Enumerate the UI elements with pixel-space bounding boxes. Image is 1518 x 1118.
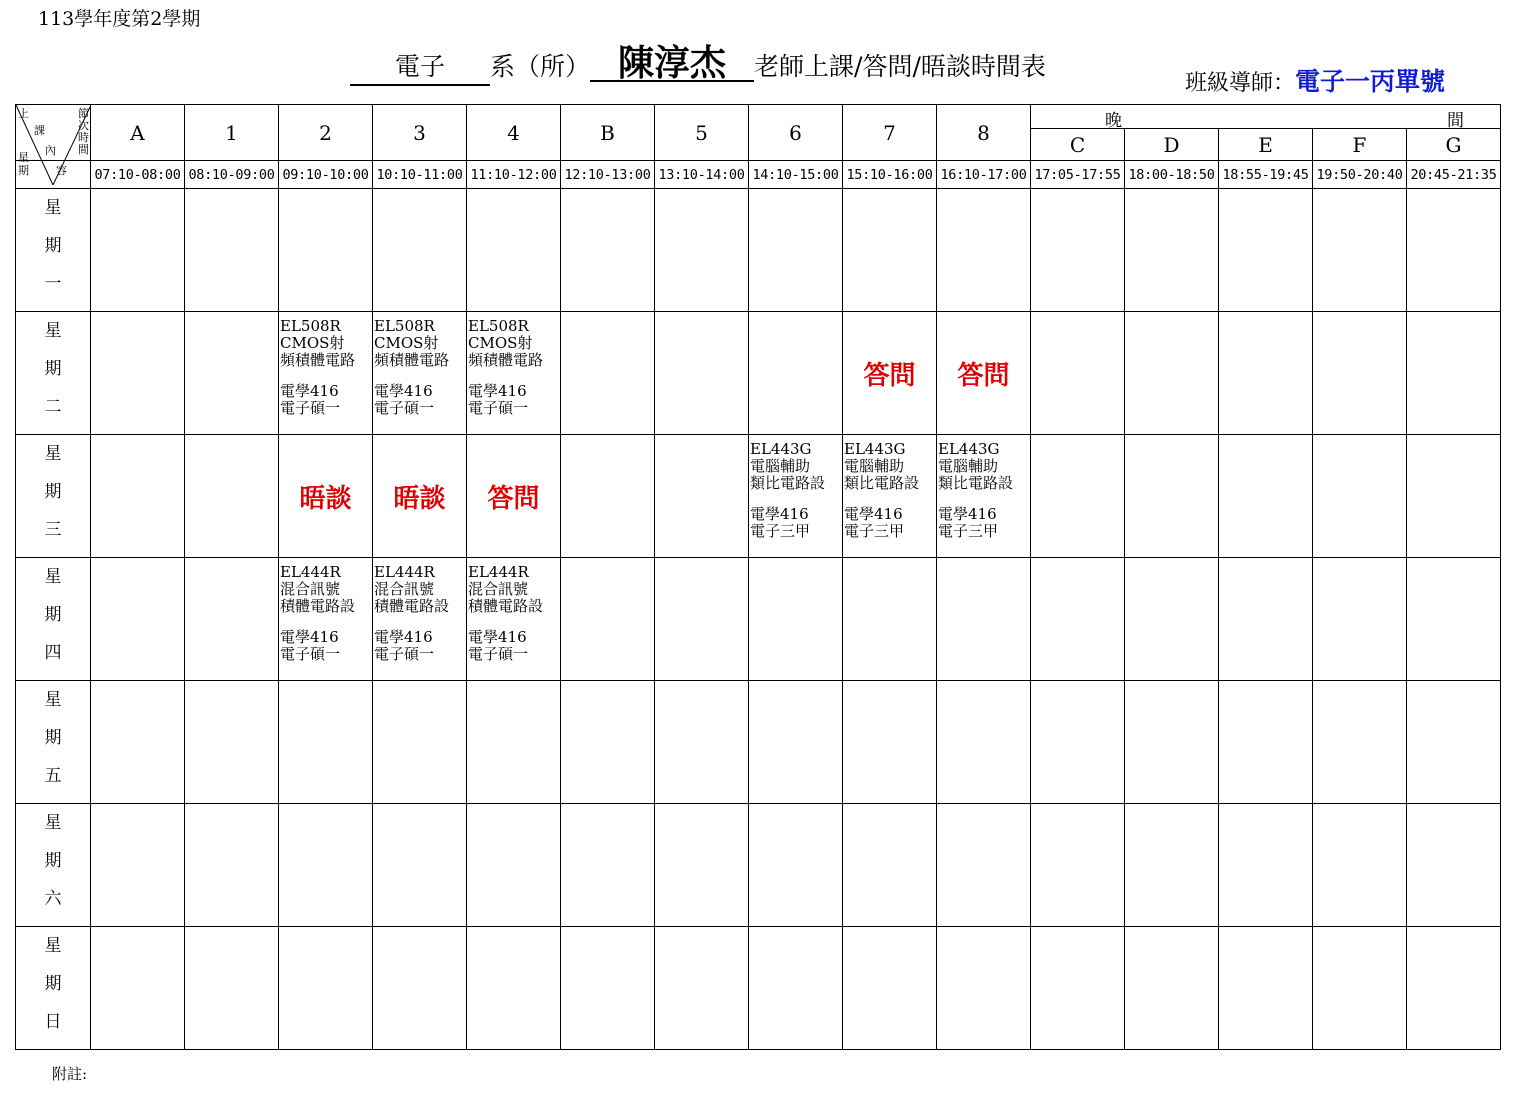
period-header: F (1313, 129, 1407, 161)
slot-cell (1125, 558, 1219, 681)
time-slot: 09:10-10:00 (279, 161, 373, 189)
corner-char: 期 (18, 164, 29, 177)
night-header-right: 間 (1447, 111, 1464, 131)
slot-cell (749, 558, 843, 681)
slot-cell (561, 312, 655, 435)
day-label: 星 期 四 (16, 558, 91, 681)
slot-cell (1219, 312, 1313, 435)
slot-cell (1031, 558, 1125, 681)
course-cell: EL443G 電腦輔助 類比電路設 電學416 電子三甲 (843, 435, 937, 558)
period-header: 5 (655, 105, 749, 161)
slot-cell (185, 558, 279, 681)
slot-cell (91, 435, 185, 558)
title-dept-suffix: 系（所） (490, 52, 591, 81)
slot-cell (185, 189, 279, 312)
header-corner (16, 105, 91, 177)
corner-char: 次 (78, 119, 89, 132)
slot-cell (185, 435, 279, 558)
period-header: G (1407, 129, 1501, 161)
slot-cell (467, 804, 561, 927)
slot-cell (1125, 189, 1219, 312)
corner-char: 上 (18, 107, 29, 120)
slot-cell (467, 681, 561, 804)
time-slot: 11:10-12:00 (467, 161, 561, 189)
mentor-label: 班級導師： (1185, 71, 1296, 96)
semester-label: 113學年度第2學期 (38, 8, 201, 30)
slot-cell (843, 927, 937, 1050)
course-cell: EL444R 混合訊號 積體電路設 電學416 電子碩一 (279, 558, 373, 681)
timetable (15, 104, 1501, 1050)
slot-cell (1407, 558, 1501, 681)
slot-cell (1219, 189, 1313, 312)
time-slot: 17:05-17:55 (1031, 161, 1125, 189)
slot-cell (1219, 804, 1313, 927)
class-mentor (1185, 62, 1445, 98)
slot-cell (1313, 558, 1407, 681)
time-slot: 07:10-08:00 (91, 161, 185, 189)
slot-cell (1031, 804, 1125, 927)
slot-cell (937, 558, 1031, 681)
title-dept: 電子 (350, 50, 490, 86)
day-label: 星 期 三 (16, 435, 91, 558)
slot-cell (373, 681, 467, 804)
slot-cell (1313, 804, 1407, 927)
slot-cell (279, 189, 373, 312)
slot-cell (1031, 312, 1125, 435)
slot-cell (749, 804, 843, 927)
slot-cell (279, 804, 373, 927)
slot-cell (843, 804, 937, 927)
slot-cell (937, 804, 1031, 927)
page-title (350, 42, 1046, 86)
day-row-mon (16, 189, 1501, 312)
corner-char: 星 (18, 151, 29, 164)
corner-char: 課 (34, 124, 45, 137)
course-cell: EL508R CMOS射 頻積體電路 電學416 電子碩一 (467, 312, 561, 435)
slot-cell (91, 681, 185, 804)
slot-cell (1219, 927, 1313, 1050)
slot-cell (1313, 927, 1407, 1050)
corner-char: 時 (78, 131, 89, 144)
slot-cell (91, 558, 185, 681)
slot-cell (279, 927, 373, 1050)
course-cell: EL444R 混合訊號 積體電路設 電學416 電子碩一 (373, 558, 467, 681)
slot-cell (1125, 927, 1219, 1050)
period-header: 7 (843, 105, 937, 161)
day-row-wed (16, 435, 1501, 558)
slot-cell (937, 189, 1031, 312)
day-row-thu (16, 558, 1501, 681)
slot-cell (1031, 189, 1125, 312)
slot-cell (185, 804, 279, 927)
time-slot: 20:45-21:35 (1407, 161, 1501, 189)
period-header: D (1125, 129, 1219, 161)
slot-cell (1219, 681, 1313, 804)
slot-cell (185, 312, 279, 435)
course-cell: EL508R CMOS射 頻積體電路 電學416 電子碩一 (373, 312, 467, 435)
slot-cell (655, 927, 749, 1050)
period-header: 2 (279, 105, 373, 161)
period-header: C (1031, 129, 1125, 161)
night-header-left: 晚 (1105, 111, 1122, 131)
slot-cell (91, 189, 185, 312)
slot-cell (655, 189, 749, 312)
day-label: 星 期 日 (16, 927, 91, 1050)
slot-cell (1313, 681, 1407, 804)
period-header: 3 (373, 105, 467, 161)
corner-char: 節 (78, 107, 89, 120)
corner-char: 內 (45, 144, 56, 157)
slot-cell (467, 189, 561, 312)
consult-label: 晤談 (373, 435, 467, 558)
slot-cell (1219, 558, 1313, 681)
slot-cell (1407, 189, 1501, 312)
day-row-sat (16, 804, 1501, 927)
slot-cell (1125, 312, 1219, 435)
title-teacher: 陳淳杰 (590, 46, 754, 82)
slot-cell (937, 927, 1031, 1050)
slot-cell (91, 312, 185, 435)
slot-cell (91, 927, 185, 1050)
time-slot: 16:10-17:00 (937, 161, 1031, 189)
day-row-sun (16, 927, 1501, 1050)
slot-cell (1125, 435, 1219, 558)
slot-cell (843, 189, 937, 312)
time-slot: 13:10-14:00 (655, 161, 749, 189)
slot-cell (561, 804, 655, 927)
day-label: 星 期 六 (16, 804, 91, 927)
slot-cell (561, 927, 655, 1050)
slot-cell (1407, 681, 1501, 804)
slot-cell (655, 681, 749, 804)
consult-label: 晤談 (279, 435, 373, 558)
time-slot: 12:10-13:00 (561, 161, 655, 189)
period-header: B (561, 105, 655, 161)
corner-char: 間 (78, 143, 89, 156)
slot-cell (185, 927, 279, 1050)
slot-cell (1407, 435, 1501, 558)
day-row-tue (16, 312, 1501, 435)
slot-cell (937, 681, 1031, 804)
slot-cell (749, 312, 843, 435)
time-slot: 18:55-19:45 (1219, 161, 1313, 189)
slot-cell (655, 558, 749, 681)
period-header: 8 (937, 105, 1031, 161)
night-header (1031, 105, 1501, 129)
slot-cell (1313, 312, 1407, 435)
slot-cell (1219, 435, 1313, 558)
slot-cell (1313, 435, 1407, 558)
slot-cell (655, 435, 749, 558)
footnote: 附註: (52, 1065, 88, 1083)
period-header: A (91, 105, 185, 161)
slot-cell (843, 558, 937, 681)
course-cell: EL443G 電腦輔助 類比電路設 電學416 電子三甲 (937, 435, 1031, 558)
mentor-value: 電子一丙單號 (1295, 67, 1446, 96)
slot-cell (561, 189, 655, 312)
slot-cell (1313, 189, 1407, 312)
period-header: 4 (467, 105, 561, 161)
slot-cell (373, 927, 467, 1050)
period-header: 1 (185, 105, 279, 161)
slot-cell (467, 927, 561, 1050)
slot-cell (373, 804, 467, 927)
slot-cell (1407, 927, 1501, 1050)
slot-cell (561, 681, 655, 804)
time-slot: 14:10-15:00 (749, 161, 843, 189)
day-row-fri (16, 681, 1501, 804)
qa-label: 答問 (467, 435, 561, 558)
slot-cell (655, 804, 749, 927)
time-slot: 18:00-18:50 (1125, 161, 1219, 189)
qa-label: 答問 (843, 312, 937, 435)
time-slot: 08:10-09:00 (185, 161, 279, 189)
course-cell: EL444R 混合訊號 積體電路設 電學416 電子碩一 (467, 558, 561, 681)
day-label: 星 期 五 (16, 681, 91, 804)
slot-cell (185, 681, 279, 804)
slot-cell (1031, 681, 1125, 804)
slot-cell (1407, 312, 1501, 435)
slot-cell (1125, 681, 1219, 804)
day-label: 星 期 一 (16, 189, 91, 312)
course-cell: EL443G 電腦輔助 類比電路設 電學416 電子三甲 (749, 435, 843, 558)
time-slot: 19:50-20:40 (1313, 161, 1407, 189)
slot-cell (1407, 804, 1501, 927)
slot-cell (1125, 804, 1219, 927)
period-header: 6 (749, 105, 843, 161)
period-header: E (1219, 129, 1313, 161)
title-suffix: 老師上課/答問/晤談時間表 (754, 52, 1046, 81)
qa-label: 答問 (937, 312, 1031, 435)
slot-cell (749, 681, 843, 804)
slot-cell (561, 558, 655, 681)
slot-cell (1031, 927, 1125, 1050)
day-label: 星 期 二 (16, 312, 91, 435)
time-slot: 15:10-16:00 (843, 161, 937, 189)
slot-cell (373, 189, 467, 312)
course-cell: EL508R CMOS射 頻積體電路 電學416 電子碩一 (279, 312, 373, 435)
slot-cell (843, 681, 937, 804)
slot-cell (749, 927, 843, 1050)
slot-cell (279, 681, 373, 804)
slot-cell (655, 312, 749, 435)
slot-cell (749, 189, 843, 312)
corner-char: 容 (56, 164, 67, 177)
time-slot: 10:10-11:00 (373, 161, 467, 189)
slot-cell (1031, 435, 1125, 558)
slot-cell (561, 435, 655, 558)
slot-cell (91, 804, 185, 927)
